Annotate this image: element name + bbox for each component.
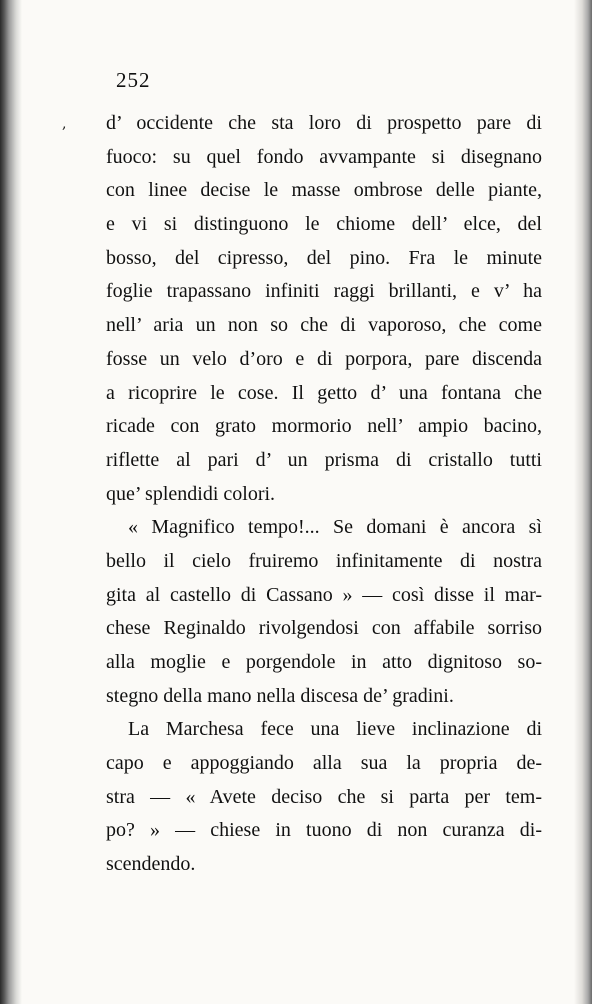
- text-line: bosso, del cipresso, del pino. Fra le minute: [106, 246, 542, 269]
- text-line: foglie trapassano infiniti raggi brillanti, e v’ ha: [106, 280, 542, 303]
- text-line: « Magnifico tempo!... Se domani è ancora sì: [128, 516, 542, 539]
- text-line: chese Reginaldo rivolgendosi con affabile sorriso: [106, 617, 542, 640]
- text-line: fuoco: su quel fondo avvampante si disegnano: [106, 145, 542, 168]
- text-line: riflette al pari d’ un prisma di cristallo tutti: [106, 448, 542, 471]
- text-line: stra — « Avete deciso che si parta per tem-: [106, 785, 542, 808]
- stray-ink-mark: ,: [62, 116, 67, 132]
- text-line: e vi si distinguono le chiome dell’ elce, del: [106, 213, 542, 236]
- text-line: capo e appoggiando alla sua la propria de-: [106, 752, 542, 775]
- text-line: po? » — chiese in tuono di non curanza di-: [106, 819, 542, 842]
- text-line: bello il cielo fruiremo infinitamente di nostra: [106, 549, 542, 572]
- text-line: ricade con grato mormorio nell’ ampio bacino,: [106, 415, 542, 438]
- page-outer-edge: [574, 0, 592, 1004]
- text-line: gita al castello di Cassano » — così disse il mar-: [106, 583, 542, 606]
- page-binding-edge: [0, 0, 22, 1004]
- text-line: d’ occidente che sta loro di prospetto pare di: [106, 112, 542, 134]
- text-line: La Marchesa fece una lieve inclinazione di: [128, 718, 542, 741]
- text-line: que’ splendidi colori.: [106, 482, 276, 505]
- text-line: con linee decise le masse ombrose delle piante,: [106, 179, 542, 202]
- text-line: nell’ aria un non so che di vaporoso, che come: [106, 314, 542, 337]
- text-line: a ricoprire le cose. Il getto d’ una fontana che: [106, 381, 542, 404]
- body-text: [106, 107, 542, 882]
- text-line: scendendo.: [106, 853, 196, 876]
- text-line: fosse un velo d’oro e di porpora, pare discenda: [106, 347, 542, 370]
- text-line: stegno della mano nella discesa de’ gradini.: [106, 684, 454, 707]
- text-line: alla moglie e porgendole in atto dignitoso so-: [106, 651, 542, 673]
- page-number: 252: [116, 68, 151, 92]
